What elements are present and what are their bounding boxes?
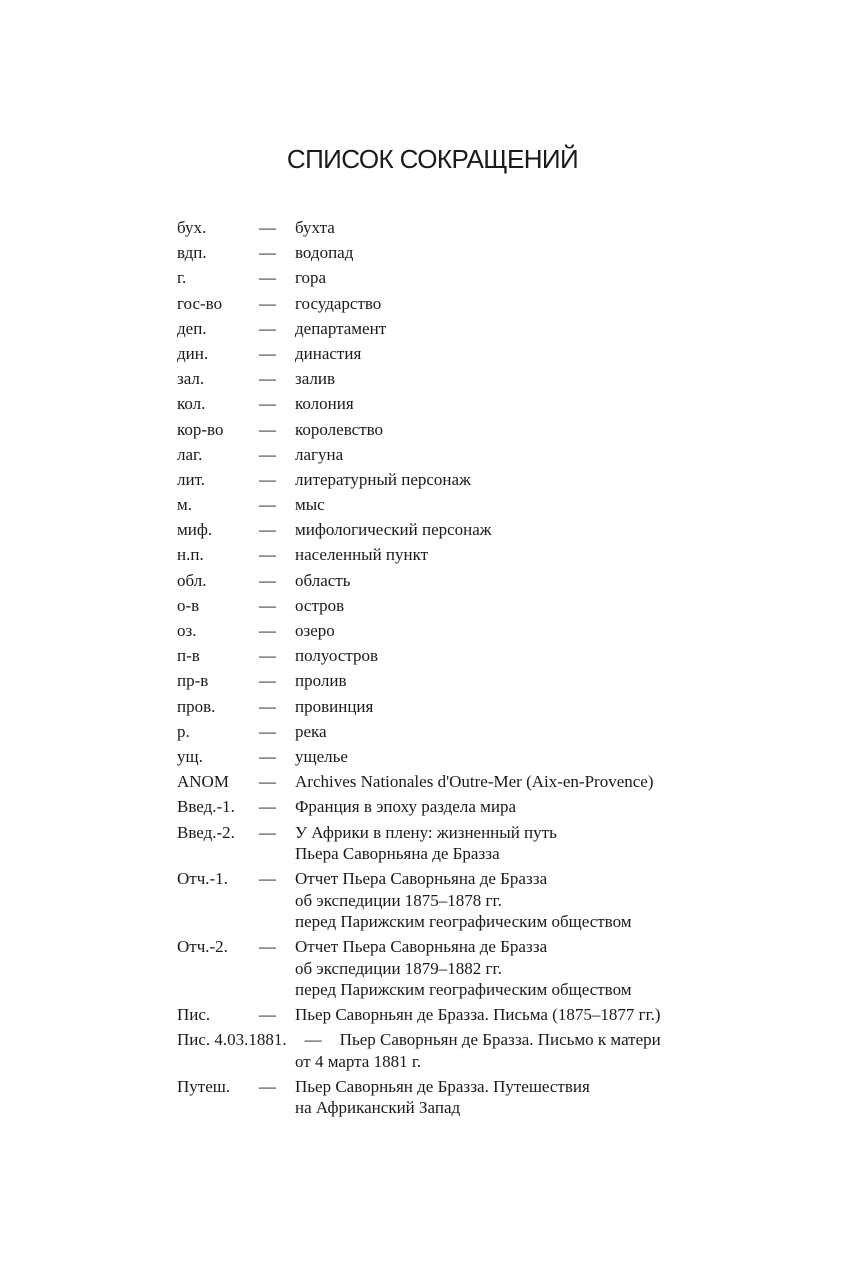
entry-abbr: кор-во [177, 419, 224, 439]
entry-meaning-line: озеро [295, 621, 335, 640]
entry-meaning [295, 771, 737, 793]
entry-dash: — [259, 937, 276, 956]
abbreviation-entry [177, 670, 737, 692]
entry-abbr: деп. [177, 318, 207, 338]
entry-abbr: р. [177, 721, 190, 741]
entry-meaning [295, 318, 737, 340]
entry-meaning-line: литературный персонаж [295, 469, 471, 489]
abbreviation-entry [177, 1004, 737, 1026]
entry-abbr: Введ.-1. [177, 797, 235, 817]
entry-dash: — [259, 595, 276, 615]
entry-meaning [295, 620, 737, 642]
entry-abbr: Отч.-2. [177, 937, 228, 956]
entry-meaning-line: У Африки в плену: жизненный путь [295, 822, 557, 842]
entry-meaning-line: водопад [295, 243, 354, 263]
entry-dash: — [259, 369, 276, 389]
entry-abbr: вдп. [177, 243, 207, 263]
entry-abbr: миф. [177, 520, 213, 540]
entry-abbr: кол. [177, 394, 206, 414]
entry-dash: — [259, 621, 276, 640]
abbreviation-entry [177, 570, 737, 592]
entry-dash: — [259, 268, 276, 288]
entry-abbr: Пис. [177, 1005, 211, 1024]
entry-meaning [295, 469, 737, 491]
entry-meaning-line: Archives Nationales d'Outre-Mer (Aix-en-Provence) [295, 772, 654, 792]
letter-entry-first-line [177, 1029, 737, 1051]
entry-dash: — [259, 545, 276, 565]
entry-abbr: Введ.-2. [177, 822, 235, 842]
entry-dash: — [259, 444, 276, 464]
entry-meaning-line: от 4 марта 1881 г. [295, 1051, 422, 1071]
entry-meaning-line: мифологический персонаж [295, 520, 492, 540]
entry-dash: — [259, 343, 276, 363]
entry-meaning [295, 595, 737, 617]
entry-abbr: Отч.-1. [177, 869, 228, 888]
entry-meaning-line: Франция в эпоху раздела мира [295, 797, 517, 817]
abbreviation-entry [177, 936, 737, 1001]
entry-abbr: ущ. [177, 746, 203, 766]
entry-meaning-line: остров [295, 595, 345, 615]
abbreviation-entry [177, 544, 737, 566]
entry-meaning-line: лагуна [295, 444, 344, 464]
entry-abbr: бух. [177, 218, 207, 237]
entry-meaning [295, 670, 737, 692]
entry-abbr: лаг. [177, 444, 203, 464]
entry-abbr: н.п. [177, 545, 204, 565]
page-title: СПИСОК СОКРАЩЕНИЙ [286, 144, 579, 174]
abbreviation-entry [177, 746, 737, 768]
entry-dash: — [259, 822, 276, 842]
entry-abbr: зал. [177, 369, 205, 389]
abbreviation-entry [177, 645, 737, 667]
abbreviation-entry-letter [177, 1029, 737, 1072]
entry-dash: — [259, 469, 276, 489]
entry-meaning-line: населенный пункт [295, 545, 429, 565]
entry-dash: — [259, 243, 276, 263]
abbreviation-entry [177, 868, 737, 933]
entry-meaning-line: гора [295, 268, 327, 288]
abbreviation-entry [177, 519, 737, 541]
entry-meaning-line: перед Парижским географическим обществом [295, 912, 632, 931]
entry-meaning-line: ущелье [295, 746, 348, 766]
entry-meaning [295, 293, 737, 315]
abbreviation-entry [177, 771, 737, 793]
abbreviation-entry [177, 822, 737, 865]
entry-abbr: г. [177, 268, 187, 288]
entry-meaning-line: Пьер Саворньян де Бразза. Письмо к матери [339, 1030, 661, 1050]
entry-abbr: м. [177, 495, 193, 515]
entry-dash: — [259, 293, 276, 313]
entry-meaning [295, 1076, 737, 1119]
entry-meaning-line: колония [295, 394, 354, 414]
entry-meaning [295, 242, 737, 264]
entry-meaning-line: область [295, 570, 351, 590]
entry-abbr: дин. [177, 343, 209, 363]
entry-dash: — [259, 318, 276, 338]
entry-meaning [295, 368, 737, 390]
entry-meaning [295, 544, 737, 566]
entry-meaning [295, 1004, 737, 1026]
abbreviation-entry [177, 393, 737, 415]
entry-abbr: п-в [177, 646, 200, 666]
entries-container [177, 217, 737, 1026]
entry-meaning [295, 519, 737, 541]
abbreviation-entry [177, 419, 737, 441]
abbreviation-entry [177, 217, 737, 239]
entry-meaning [295, 393, 737, 415]
entry-abbr: лит. [177, 469, 205, 489]
abbreviation-entry [177, 595, 737, 617]
entry-meaning-line: полуостров [295, 646, 379, 666]
entry-abbr: ANOM [177, 772, 229, 792]
abbreviation-entry [177, 469, 737, 491]
entry-meaning-line: пролив [295, 671, 347, 691]
abbreviation-entry [177, 796, 737, 818]
entry-meaning-line: Отчет Пьера Саворньяна де Бразза [295, 937, 548, 956]
entry-meaning-line: Пьера Саворньяна де Бразза [295, 844, 500, 863]
entry-meaning-line: департамент [295, 318, 387, 338]
entry-dash: — [259, 797, 276, 817]
entry-meaning [295, 217, 737, 239]
abbreviation-entry [177, 368, 737, 390]
entry-meaning-line: бухта [295, 218, 335, 237]
entry-dash: — [259, 218, 276, 237]
entry-dash: — [304, 1030, 322, 1050]
entry-meaning [295, 645, 737, 667]
entry-dash: — [259, 394, 276, 414]
abbreviation-entry [177, 444, 737, 466]
entry-dash: — [259, 1005, 276, 1024]
entry-meaning [295, 444, 737, 466]
entry-meaning [295, 419, 737, 441]
entry-meaning [295, 343, 737, 365]
entry-dash: — [259, 671, 276, 691]
entry-meaning-line: об экспедиции 1875–1878 гг. [295, 890, 502, 910]
abbreviation-entry [177, 343, 737, 365]
entry-dash: — [259, 746, 276, 766]
entry-meaning-line: мыс [295, 495, 325, 515]
entry-dash: — [259, 495, 276, 515]
entry-abbr: о-в [177, 595, 200, 615]
entry-dash: — [259, 721, 276, 741]
entry-abbr: обл. [177, 570, 207, 590]
abbreviation-list [177, 217, 737, 1122]
entry-meaning-line: Пьер Саворньян де Бразза. Путешествия [295, 1076, 590, 1096]
entry-meaning [295, 267, 737, 289]
entry-abbr: гос-во [177, 293, 223, 313]
entry-meaning-line: река [295, 721, 327, 741]
entry-meaning-line: королевство [295, 419, 384, 439]
entry-dash: — [259, 419, 276, 439]
entry-meaning-line: перед Парижским географическим обществом [295, 980, 632, 999]
entry-dash: — [259, 520, 276, 540]
abbreviation-entry [177, 620, 737, 642]
abbreviation-entry [177, 293, 737, 315]
entry-meaning-line: Пьер Саворньян де Бразза. Письма (1875–1877 гг.) [295, 1005, 661, 1024]
entry-abbr: Пис. 4.03.1881. [177, 1030, 287, 1050]
entry-meaning [295, 822, 737, 865]
abbreviation-entry [177, 267, 737, 289]
abbreviation-entry [177, 696, 737, 718]
entry-meaning [295, 570, 737, 592]
abbreviation-entry [177, 318, 737, 340]
entry-dash: — [259, 696, 276, 716]
entry-meaning-line: на Африканский Запад [295, 1098, 461, 1118]
entry-dash: — [259, 869, 276, 888]
entry-meaning [295, 868, 737, 933]
entry-dash: — [259, 646, 276, 666]
entry-abbr: пров. [177, 696, 216, 716]
entry-dash: — [259, 772, 276, 792]
entry-meaning [295, 796, 737, 818]
entry-meaning [295, 936, 737, 1001]
entry-meaning-line: государство [295, 293, 382, 313]
entry-dash: — [259, 1076, 276, 1096]
abbreviation-entry [177, 721, 737, 743]
abbreviation-entry [177, 242, 737, 264]
entry-abbr: оз. [177, 621, 197, 640]
entry-meaning [295, 746, 737, 768]
entry-abbr: Путеш. [177, 1076, 231, 1096]
entry-meaning-line: об экспедиции 1879–1882 гг. [295, 958, 502, 978]
entry-meaning [295, 721, 737, 743]
entry-meaning-line: провинция [295, 696, 374, 716]
abbreviation-entry-travels [177, 1076, 737, 1119]
entry-meaning [295, 494, 737, 516]
entry-dash: — [259, 570, 276, 590]
entry-abbr: пр-в [177, 671, 209, 691]
entry-meaning-line: династия [295, 343, 362, 363]
entry-meaning-line: залив [295, 369, 336, 389]
entry-meaning-line: Отчет Пьера Саворньяна де Бразза [295, 869, 548, 888]
abbreviation-entry [177, 494, 737, 516]
entry-meaning [295, 696, 737, 718]
